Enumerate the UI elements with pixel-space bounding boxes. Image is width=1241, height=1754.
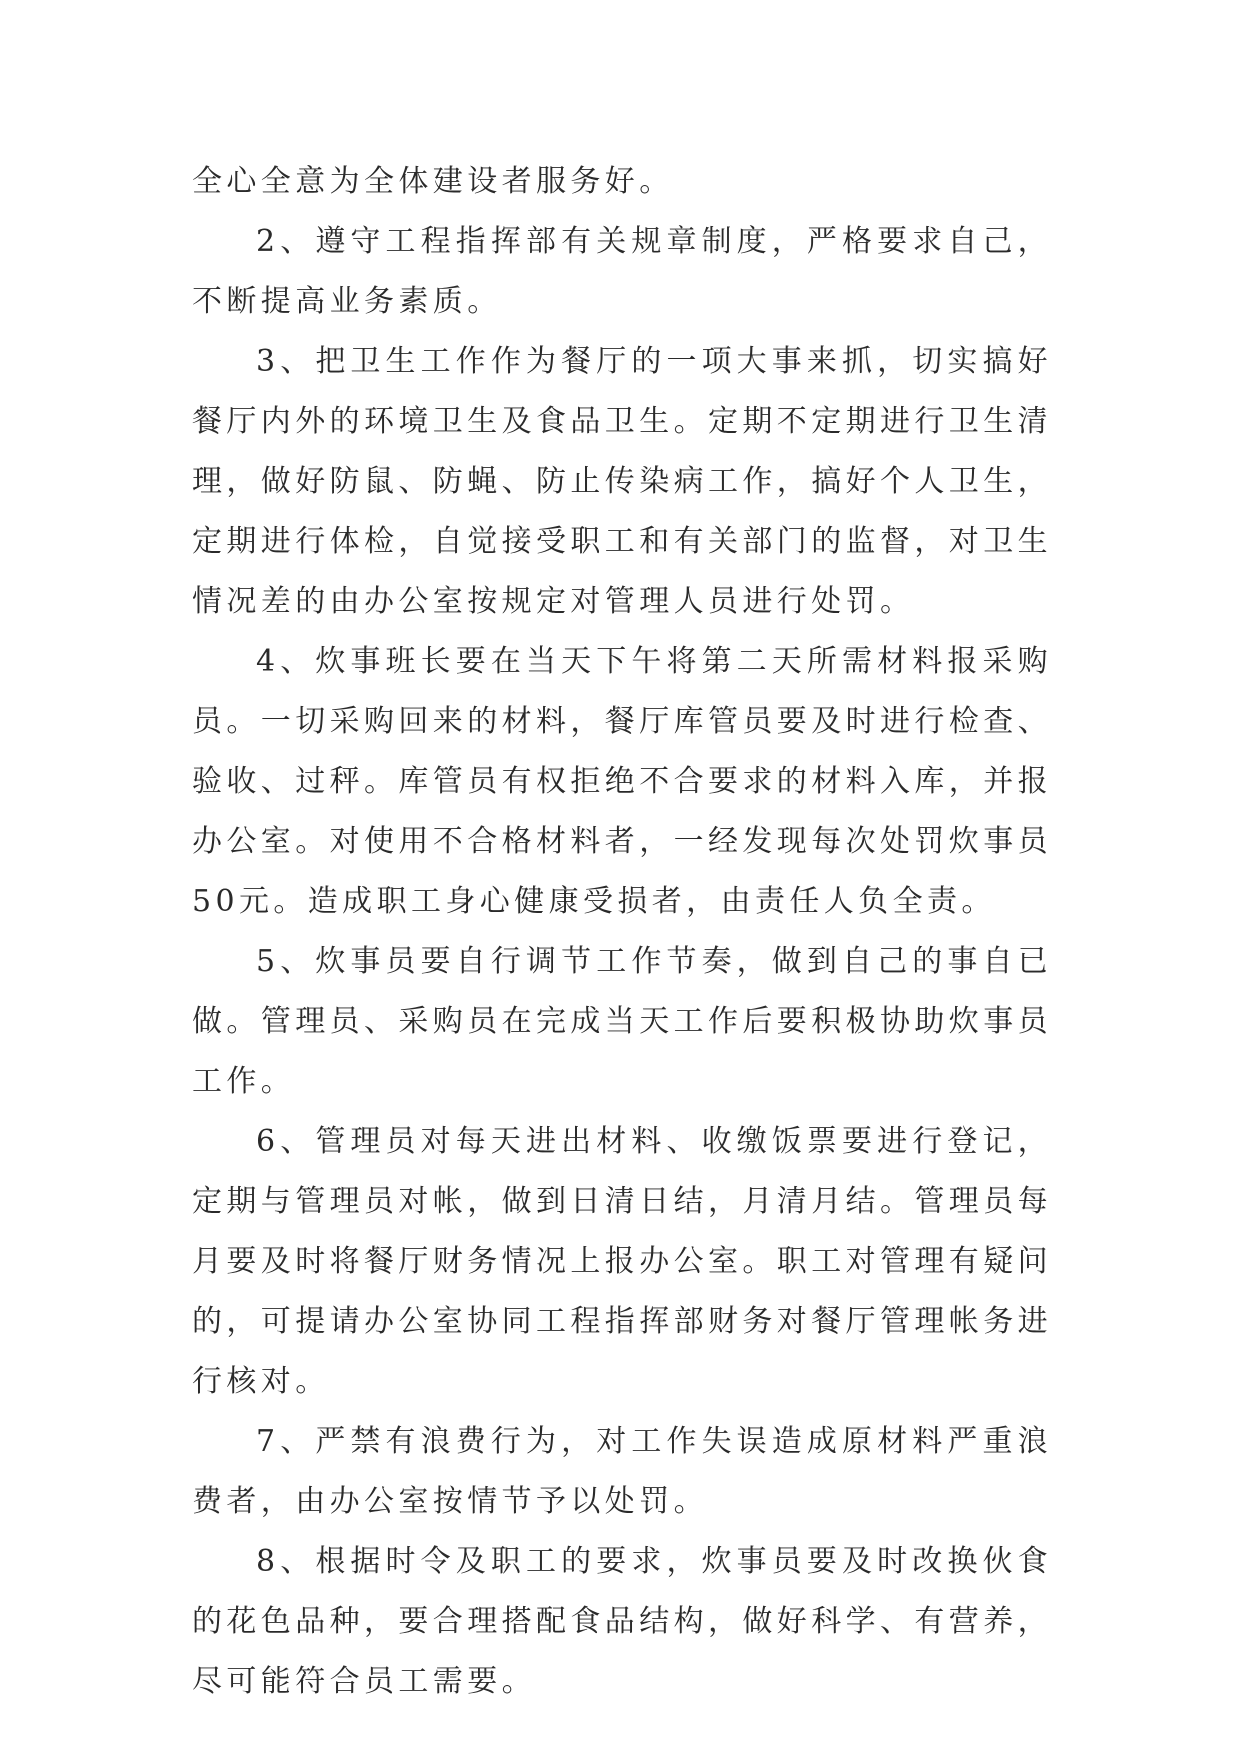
paragraph-continuation: 全心全意为全体建设者服务好。 (192, 164, 674, 199)
paragraph-item-2: 2、遵守工程指挥部有关规章制度，严格要求自己，不断提高业务素质。 (192, 224, 1052, 319)
paragraph-item-7: 7、严禁有浪费行为，对工作失误造成原材料严重浪费者，由办公室按情节予以处罚。 (192, 1424, 1052, 1519)
paragraph-item-3: 3、把卫生工作作为餐厅的一项大事来抓，切实搞好餐厅内外的环境卫生及食品卫生。定期不定期进行卫生清理，做好防鼠、防蝇、防止传染病工作，搞好个人卫生，定期进行体检，自觉接受职工和有关部门的监督，对卫生情况差的由办公室按规定对管理人员进行处罚。 (192, 344, 1052, 619)
paragraph-item-6: 6、管理员对每天进出材料、收缴饭票要进行登记，定期与管理员对帐，做到日清日结，月清月结。管理员每月要及时将餐厅财务情况上报办公室。职工对管理有疑问的，可提请办公室协同工程指挥部财务对餐厅管理帐务进行核对。 (192, 1124, 1052, 1399)
document-body (192, 152, 1052, 1712)
paragraph-item-4: 4、炊事班长要在当天下午将第二天所需材料报采购员。一切采购回来的材料，餐厅库管员要及时进行检查、验收、过秤。库管员有权拒绝不合要求的材料入库，并报办公室。对使用不合格材料者，一经发现每次处罚炊事员50元。造成职工身心健康受损者，由责任人负全责。 (192, 644, 1052, 919)
paragraph-item-5: 5、炊事员要自行调节工作节奏，做到自己的事自已做。管理员、采购员在完成当天工作后要积极协助炊事员工作。 (192, 944, 1052, 1099)
paragraph-item-8: 8、根据时令及职工的要求，炊事员要及时改换伙食的花色品种，要合理搭配食品结构，做好科学、有营养，尽可能符合员工需要。 (192, 1544, 1052, 1699)
